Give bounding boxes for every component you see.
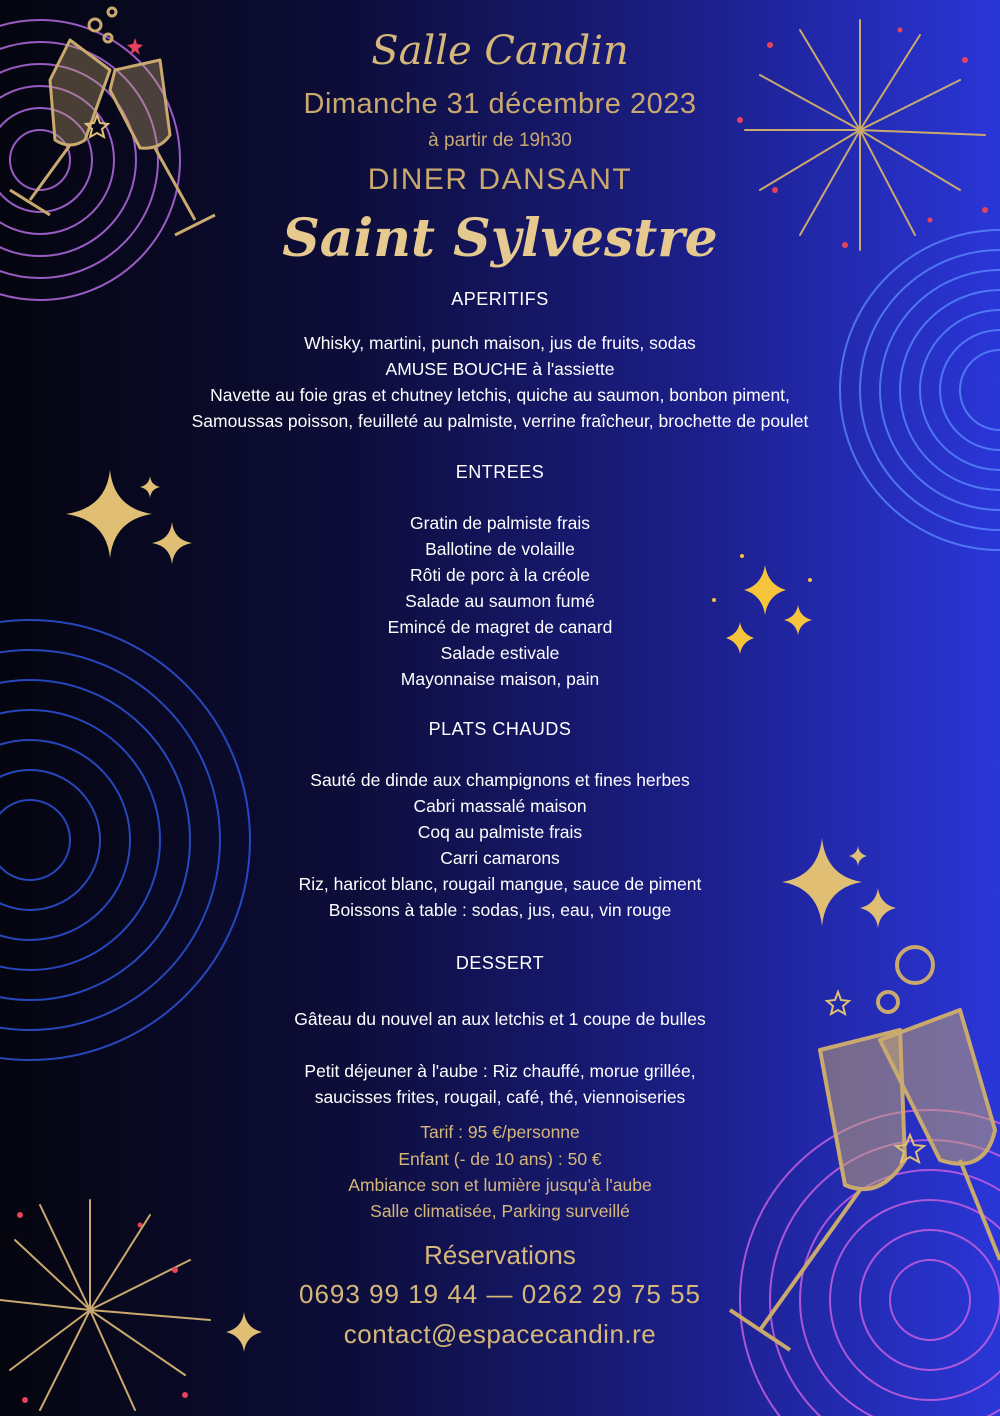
venue-info: Salle climatisée, Parking surveillé xyxy=(370,1201,630,1221)
menu-item: Samoussas poisson, feuilleté au palmiste, verrine fraîcheur, brochette de poulet xyxy=(191,411,809,431)
event-type: DINER DANSANT xyxy=(367,163,633,196)
event-time: à partir de 19h30 xyxy=(428,130,572,151)
menu-item: Mayonnaise maison, pain xyxy=(400,669,600,689)
menu-item: Ballotine de volaille xyxy=(425,539,575,559)
breakfast-line: Petit déjeuner à l'aube : Riz chauffé, morue grillée, xyxy=(304,1061,696,1081)
menu-item: Salade au saumon fumé xyxy=(405,591,595,611)
menu-item: Navette au foie gras et chutney letchis, quiche au saumon, bonbon piment, xyxy=(210,385,790,405)
menu-item: Carri camarons xyxy=(440,848,560,868)
price-adult: Tarif : 95 €/personne xyxy=(420,1122,580,1142)
menu-item: Cabri massalé maison xyxy=(413,796,587,816)
price-child: Enfant (- de 10 ans) : 50 € xyxy=(398,1149,602,1169)
menu-item: Riz, haricot blanc, rougail mangue, sauce de piment xyxy=(298,874,702,894)
menu-item: Rôti de porc à la créole xyxy=(410,565,590,585)
menu-item: Emincé de magret de canard xyxy=(387,617,613,637)
menu-item: Salade estivale xyxy=(440,643,560,663)
section-title-dessert: DESSERT xyxy=(455,953,545,973)
menu-item: Boissons à table : sodas, jus, eau, vin rouge xyxy=(328,900,672,920)
menu-item: AMUSE BOUCHE à l'assiette xyxy=(385,359,615,379)
breakfast-line: saucisses frites, rougail, café, thé, viennoiseries xyxy=(314,1087,686,1107)
ambiance-info: Ambiance son et lumière jusqu'à l'aube xyxy=(348,1175,652,1195)
menu-item: Gratin de palmiste frais xyxy=(410,513,590,533)
menu-item: Coq au palmiste frais xyxy=(417,822,583,842)
menu-item: Sauté de dinde aux champignons et fines herbes xyxy=(310,770,690,790)
menu-item: Whisky, martini, punch maison, jus de fruits, sodas xyxy=(304,333,696,353)
section-title-plats-chauds: PLATS CHAUDS xyxy=(428,719,572,739)
section-title-entrees: ENTREES xyxy=(455,462,545,482)
phone-numbers[interactable]: 0693 99 19 44 — 0262 29 75 55 xyxy=(299,1279,701,1309)
reservations-title: Réservations xyxy=(424,1240,576,1270)
event-name: Saint Sylvestre xyxy=(282,208,718,269)
section-title-aperitifs: APERITIFS xyxy=(451,289,549,309)
event-date: Dimanche 31 décembre 2023 xyxy=(303,88,697,120)
venue-name: Salle Candin xyxy=(371,28,629,74)
menu-item: Gâteau du nouvel an aux letchis et 1 coupe de bulles xyxy=(294,1009,706,1029)
contact-email[interactable]: contact@espacecandin.re xyxy=(343,1319,657,1349)
